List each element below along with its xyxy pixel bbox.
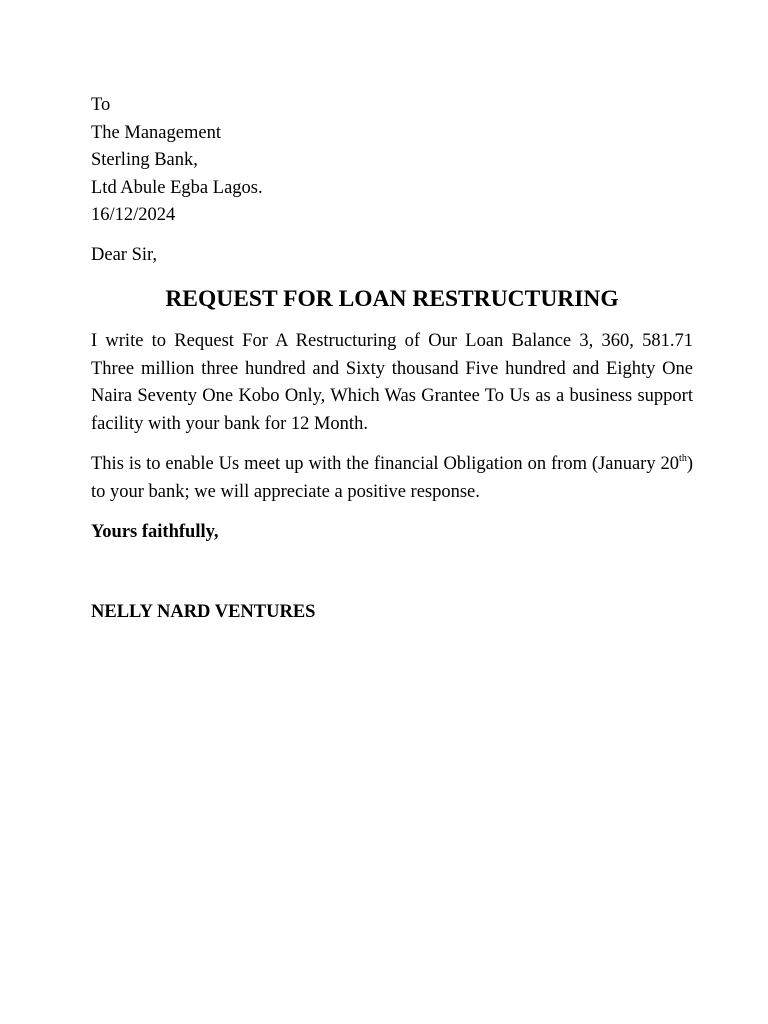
address-line-location: Ltd Abule Egba Lagos.	[91, 177, 263, 198]
paragraph-2-text-after: ) to your bank; we will appreciate a positive response.	[91, 454, 693, 502]
letter-date: 16/12/2024	[91, 205, 176, 225]
paragraph-2-text-before: This is to enable Us meet up with the financial Obligation on from (January 20	[91, 454, 680, 474]
recipient-address	[91, 93, 691, 231]
letter-subject-heading: REQUEST FOR LOAN RESTRUCTURING	[165, 286, 619, 312]
address-line-management: The Management	[91, 122, 221, 143]
ordinal-superscript: th	[679, 453, 687, 464]
signatory-name: NELLY NARD VENTURES	[91, 602, 316, 622]
body-paragraph-2	[91, 451, 693, 506]
body-paragraph-1: I write to Request For A Restructuring of Our Loan Balance 3, 360, 581.71 Three million three hundred and Sixty thousand Five hundred and Eighty One Naira Seventy One Kobo Only, Which Was Grantee To Us as a business support facility with your bank for 12 Month.	[91, 331, 693, 434]
closing-line: Yours faithfully,	[91, 522, 219, 542]
address-line-bank: Sterling Bank,	[91, 150, 198, 170]
address-to: To	[91, 95, 111, 115]
salutation: Dear Sir,	[91, 245, 158, 265]
